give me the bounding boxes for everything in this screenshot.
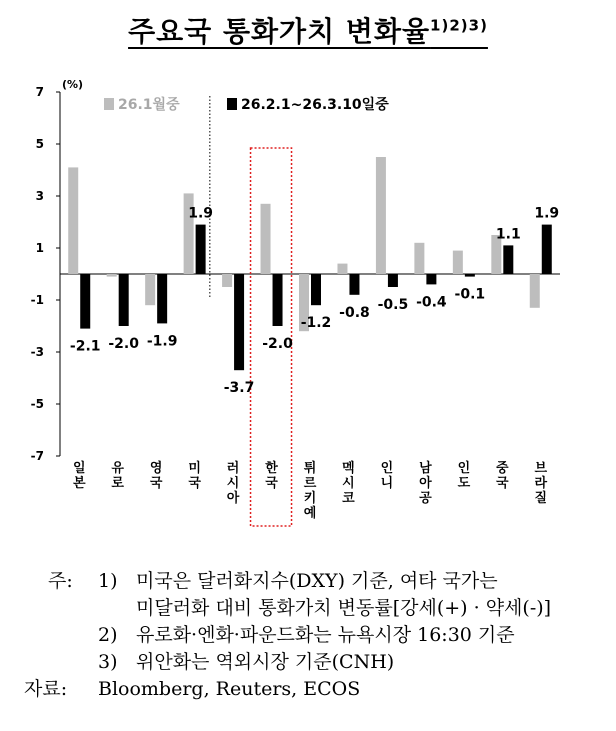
data-label: -0.8 bbox=[339, 304, 370, 321]
bar-series2 bbox=[234, 274, 244, 370]
bar-series2 bbox=[273, 274, 283, 326]
bar-series2 bbox=[503, 245, 513, 274]
y-tick-label: 7 bbox=[35, 85, 44, 99]
footnotes bbox=[24, 568, 604, 703]
bar-series2 bbox=[542, 225, 552, 274]
y-tick-label: -3 bbox=[30, 345, 44, 359]
category-label: 로 bbox=[111, 476, 124, 491]
bar-series1 bbox=[222, 274, 232, 287]
data-label: -2.1 bbox=[69, 338, 101, 355]
category-label: 튀 bbox=[303, 461, 317, 476]
bar-series2 bbox=[80, 274, 90, 329]
category-label: 도 bbox=[457, 476, 471, 491]
category-label: 러 bbox=[226, 461, 240, 476]
category-label: 국 bbox=[149, 476, 163, 491]
bar-series2 bbox=[426, 274, 436, 284]
note-2 bbox=[24, 622, 604, 649]
bar-series1 bbox=[261, 204, 271, 274]
note-3-text: 위안화는 역외시장 기준(CNH) bbox=[136, 651, 395, 673]
note-1-cont bbox=[24, 595, 604, 622]
note-1 bbox=[24, 568, 604, 595]
note-1-line-1: 미국은 달러화지수(DXY) 기준, 여타 국가는 bbox=[136, 570, 498, 592]
note-3 bbox=[24, 649, 604, 676]
y-axis-unit: (%) bbox=[62, 78, 84, 91]
bar-series1 bbox=[376, 157, 386, 274]
category-label: 니 bbox=[380, 476, 394, 491]
note-3-number: 3) bbox=[98, 651, 118, 673]
category-label: 아 bbox=[226, 491, 240, 506]
bar-series2 bbox=[311, 274, 321, 305]
bar-series1 bbox=[145, 274, 155, 305]
category-label: 국 bbox=[496, 476, 509, 491]
data-label: -2.0 bbox=[262, 336, 293, 352]
category-label: 브 bbox=[534, 461, 548, 476]
y-tick-label: -5 bbox=[30, 397, 44, 411]
y-tick-label: -1 bbox=[30, 293, 44, 307]
legend-swatch-series2 bbox=[227, 98, 237, 110]
category-label: 르 bbox=[303, 476, 317, 491]
category-label: 미 bbox=[188, 461, 201, 476]
category-label: 라 bbox=[534, 476, 548, 491]
bar-series1 bbox=[530, 274, 540, 308]
bar-series1 bbox=[337, 264, 347, 274]
chart-title-footnote-ref: 1)2)3) bbox=[430, 16, 488, 35]
category-label: 국 bbox=[188, 476, 201, 491]
bar-series2 bbox=[119, 274, 129, 326]
category-label: 인 bbox=[380, 461, 394, 476]
data-label: -1.2 bbox=[300, 315, 332, 332]
note-1-line-2: 미달러화 대비 통화가치 변동률[강세(+) · 약세(-)] bbox=[136, 597, 552, 619]
note-1-number: 1) bbox=[98, 570, 118, 592]
data-label: -0.1 bbox=[454, 286, 486, 303]
data-label: -2.0 bbox=[108, 336, 140, 352]
category-label: 일 bbox=[72, 461, 86, 476]
data-label: -1.9 bbox=[146, 333, 178, 350]
category-label: 공 bbox=[419, 491, 432, 506]
category-label: 국 bbox=[265, 476, 278, 491]
category-label: 중 bbox=[496, 461, 509, 476]
category-label: 코 bbox=[342, 491, 355, 506]
category-label: 시 bbox=[342, 476, 355, 491]
bar-series2 bbox=[196, 225, 206, 274]
y-tick-label: 5 bbox=[35, 137, 44, 151]
y-tick-label: 3 bbox=[35, 189, 44, 203]
note-2-text: 유로화·엔화·파운드화는 뉴욕시장 16:30 기준 bbox=[136, 624, 515, 646]
category-label: 인 bbox=[457, 461, 471, 476]
note-lead: 주: bbox=[48, 570, 73, 592]
bar-series1 bbox=[68, 167, 78, 274]
bar-series2 bbox=[465, 274, 475, 277]
category-label: 한 bbox=[265, 461, 278, 476]
data-label: 1.9 bbox=[534, 205, 560, 222]
data-label: 1.1 bbox=[495, 226, 521, 243]
data-label: -0.4 bbox=[416, 294, 447, 311]
category-label: 멕 bbox=[342, 461, 355, 476]
bar-series1 bbox=[414, 243, 424, 274]
category-label: 본 bbox=[72, 476, 86, 491]
category-label: 키 bbox=[303, 491, 317, 506]
y-tick-label: -7 bbox=[30, 449, 44, 463]
source-label: 자료: bbox=[24, 678, 68, 700]
category-label: 영 bbox=[149, 461, 163, 476]
source-text: Bloomberg, Reuters, ECOS bbox=[98, 678, 361, 700]
category-label: 남 bbox=[419, 461, 432, 476]
bar-series1 bbox=[107, 274, 117, 277]
y-tick-label: 1 bbox=[35, 241, 44, 255]
legend-label-series2: 26.2.1~26.3.10일중 bbox=[241, 97, 389, 113]
legend-label-series1: 26.1월중 bbox=[118, 97, 180, 113]
note-2-number: 2) bbox=[98, 624, 118, 646]
data-label: -0.5 bbox=[377, 297, 409, 313]
category-label: 예 bbox=[303, 506, 317, 521]
category-label: 시 bbox=[226, 476, 240, 491]
data-label: 1.9 bbox=[188, 205, 214, 222]
bar-series1 bbox=[453, 251, 463, 274]
category-label: 아 bbox=[419, 476, 432, 491]
category-label: 유 bbox=[111, 461, 124, 476]
legend-swatch-series1 bbox=[104, 98, 114, 110]
source-line bbox=[24, 676, 604, 703]
data-label: -3.7 bbox=[223, 380, 255, 397]
bar-series2 bbox=[388, 274, 398, 287]
bar-series2 bbox=[157, 274, 167, 323]
chart-title-text: 주요국 통화가치 변화율 bbox=[128, 15, 431, 48]
category-label: 질 bbox=[534, 491, 548, 506]
bar-series2 bbox=[349, 274, 359, 295]
